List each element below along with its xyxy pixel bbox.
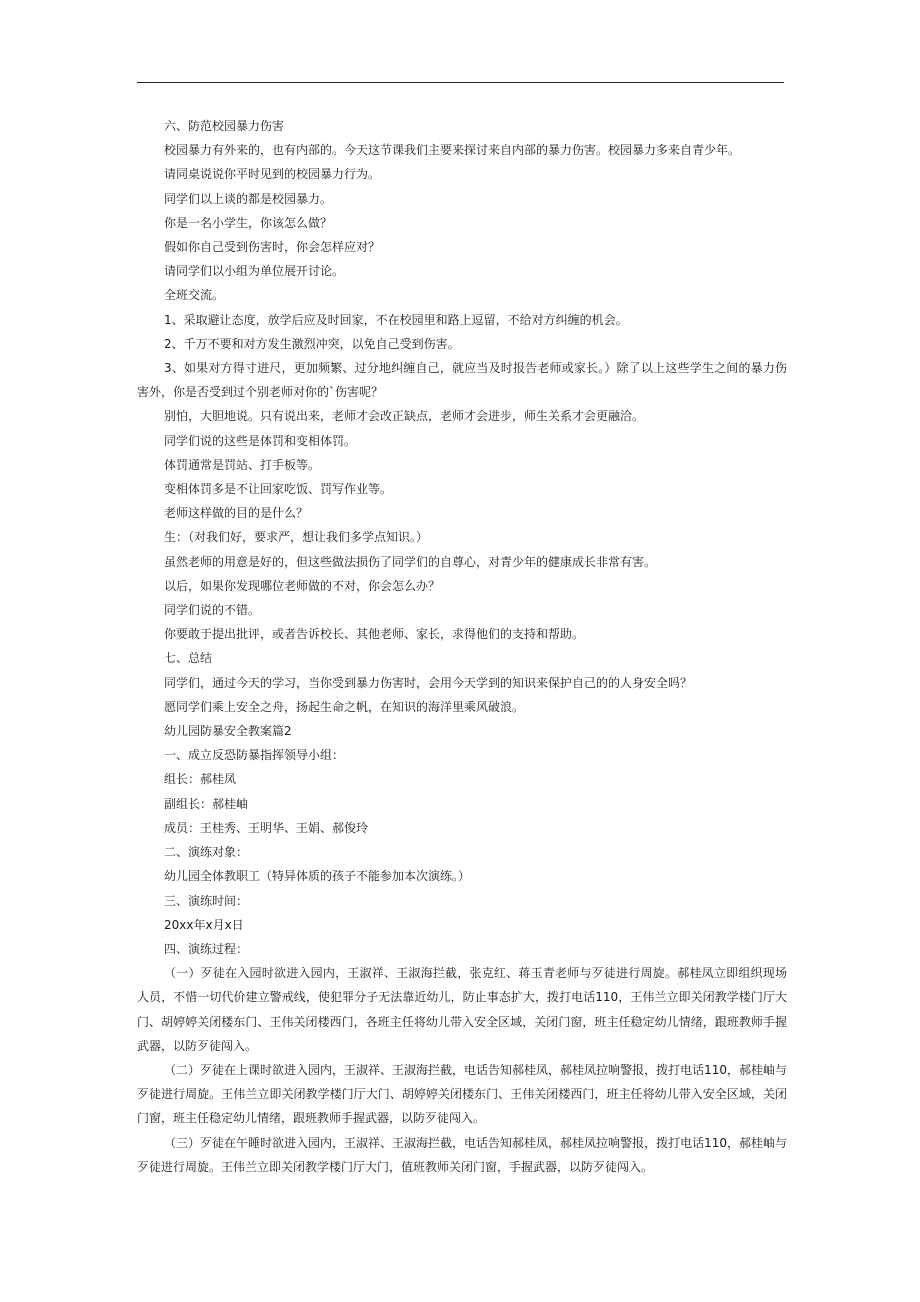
process-paragraph: （三）歹徒在午睡时欲进入园内，王淑祥、王淑海拦截，电话告知郝桂凤，郝桂凤拉响警报，拨打电话110，郝桂岫与歹徒进行周旋。王伟兰立即关闭教学楼门厅大门，值班教师关闭门窗，手握武器，以防歹徒闯入。 [137, 1135, 787, 1174]
text-line: 请同学们以小组为单位展开讨论。 [164, 264, 345, 279]
text-line: 别怕，大胆地说。只有说出来，老师才会改正缺点，老师才会进步，师生关系才会更融洽。 [164, 409, 645, 424]
section-heading-time: 三、演练时间： [164, 893, 249, 908]
text-line: 虽然老师的用意是好的，但这些做法损伤了同学们的自尊心，对青少年的健康成长非常有害。 [164, 554, 657, 569]
text-line: 组长：郝桂凤 [164, 772, 237, 787]
text-line: 愿同学们乘上安全之舟，扬起生命之帆，在知识的海洋里乘风破浪。 [164, 699, 525, 714]
text-line: 副组长：郝桂岫 [164, 796, 249, 811]
text-line: 同学们说的不错。 [164, 603, 261, 618]
text-line: 你要敢于提出批评，或者告诉校长、其他老师、家长，求得他们的支持和帮助。 [164, 627, 585, 642]
document-subtitle: 幼儿园防暴安全教案篇2 [164, 724, 292, 739]
document-body [137, 114, 787, 1179]
text-line: 幼儿园全体教职工（特异体质的孩子不能参加本次演练。） [164, 869, 471, 884]
process-paragraph: （二）歹徒在上课时欲进入园内，王淑祥、王淑海拦截，电话告知郝桂凤，郝桂凤拉响警报，拨打电话110，郝桂岫与歹徒进行周旋。王伟兰立即关闭教学楼门厅大门、胡婷婷关闭楼东门、王伟关闭楼西门，班主任将幼儿带入安全区域，关闭门窗，班主任稳定幼儿情绪，跟班教师手握武器，以防歹徒闯入。 [137, 1062, 787, 1126]
numbered-item: 2、千万不要和对方发生激烈冲突，以免自己受到伤害。 [164, 336, 460, 351]
text-line: 老师这样做的目的是什么？ [164, 506, 309, 521]
text-line: 变相体罚多是不让回家吃饭、罚写作业等。 [164, 482, 393, 497]
text-line: 请同桌说说你平时见到的校园暴力行为。 [164, 167, 381, 182]
text-line: 生：（对我们好，要求严，想让我们多学点知识。） [164, 530, 429, 545]
section-heading-prevent-violence: 六、防范校园暴力伤害 [164, 119, 285, 133]
text-line: 同学们以上谈的都是校园暴力。 [164, 191, 333, 206]
process-paragraph: （一）歹徒在入园时欲进入园内，王淑祥、王淑海拦截，张克红、蒋玉青老师与歹徒进行周旋。郝桂凤立即组织现场人员，不惜一切代价建立警戒线，使犯罪分子无法靠近幼儿，防止事态扩大，拨打电话110，王伟兰立即关闭教学楼门厅大门、胡婷婷关闭楼东门、王伟关闭楼西门，各班主任将幼儿带入安全区域，关闭门窗，班主任稳定幼儿情绪，跟班教师手握武器，以防歹徒闯入。 [137, 966, 787, 1053]
text-line: 同学们说的这些是体罚和变相体罚。 [164, 433, 357, 448]
text-line: 体罚通常是罚站、打手板等。 [164, 457, 321, 472]
text-line: 假如你自己受到伤害时，你会怎样应对？ [164, 240, 381, 255]
section-heading-summary: 七、总结 [164, 651, 213, 666]
section-heading-process: 四、演练过程： [164, 941, 249, 956]
text-line: 以后，如果你发现哪位老师做的不对，你会怎么办？ [164, 578, 441, 593]
text-line: 20xx年x月x日 [164, 917, 244, 932]
section-heading-leadership: 一、成立反恐防暴指挥领导小组： [164, 748, 345, 763]
text-line: 校园暴力有外来的，也有内部的。今天这节课我们主要来探讨来自内部的暴力伤害。校园暴力多来自青少年。 [164, 143, 741, 158]
header-rule [137, 82, 784, 83]
text-line: 同学们，通过今天的学习，当你受到暴力伤害时，会用今天学到的知识来保护自己的的人身安全吗？ [164, 675, 693, 690]
text-line: 你是一名小学生，你该怎么做？ [164, 215, 333, 230]
text-line: 成员：王桂秀、王明华、王娟、郝俊玲 [164, 820, 369, 835]
text-line: 全班交流。 [164, 288, 225, 303]
numbered-item: 1、采取避让态度，放学后应及时回家，不在校园里和路上逗留，不给对方纠缠的机会。 [164, 312, 628, 327]
section-heading-target: 二、演练对象： [164, 845, 249, 860]
numbered-item-paragraph: 3、如果对方得寸进尺，更加频繁、过分地纠缠自己，就应当及时报告老师或家长。）除了以上这些学生之间的暴力伤害外，你是否受到过个别老师对你的`伤害呢？ [137, 361, 787, 400]
